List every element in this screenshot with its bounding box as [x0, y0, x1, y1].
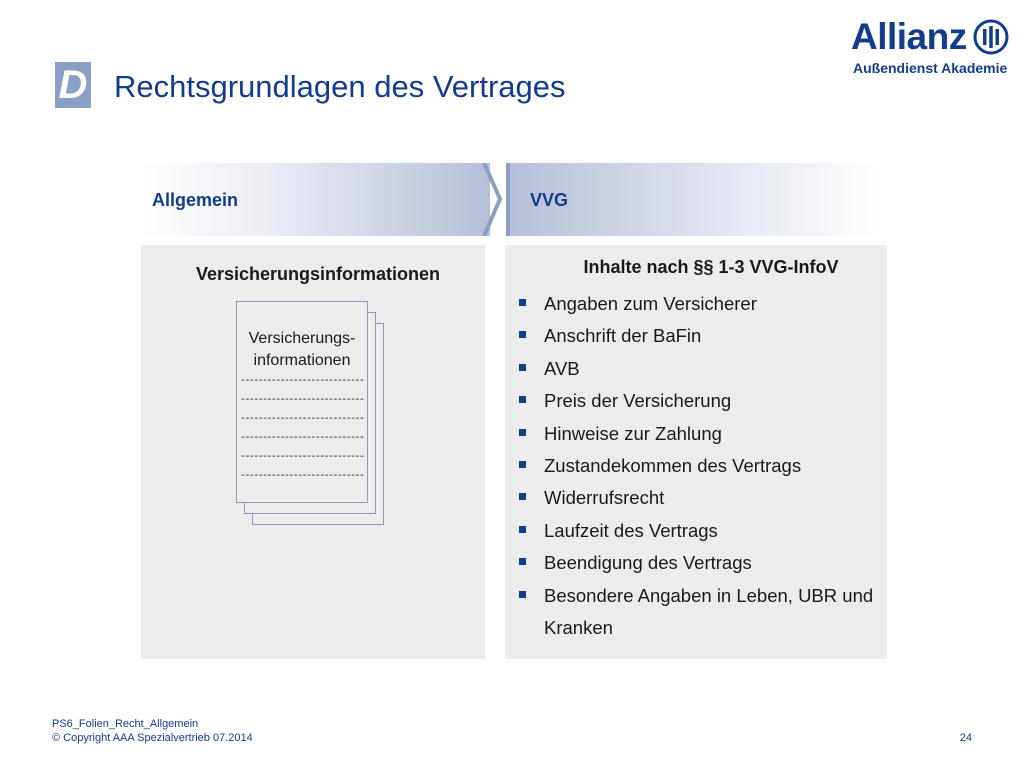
list-item: Widerrufsrecht [518, 482, 878, 514]
list-item: Beendigung des Vertrags [518, 547, 878, 579]
allianz-eagle-icon [973, 19, 1009, 55]
list-item: Laufzeit des Vertrags [518, 515, 878, 547]
list-item: Angaben zum Versicherer [518, 288, 878, 320]
left-panel-title: Versicherungsinformationen [195, 264, 441, 284]
content-list [518, 288, 878, 644]
document-dash-line: ---------------------------- [240, 433, 364, 444]
right-panel-title: Inhalte nach §§ 1-3 VVG-InfoV [583, 257, 839, 277]
document-label-line1: Versicherungs- [248, 330, 356, 347]
footer-copyright: © Copyright AAA Spezialvertrieb 07.2014 [52, 732, 253, 744]
tab-allgemein[interactable]: Allgemein [152, 190, 239, 210]
document-dash-line: ---------------------------- [240, 471, 364, 482]
list-item: Zustandekommen des Vertrags [518, 450, 878, 482]
document-dash-line: ---------------------------- [240, 376, 364, 387]
logo-subtitle: Außendienst Akademie [853, 60, 1008, 76]
document-dash-line: ---------------------------- [240, 414, 364, 425]
chevron-right-icon [480, 163, 510, 236]
section-badge-letter: D [58, 63, 88, 107]
tab-vvg[interactable]: VVG [530, 190, 569, 210]
list-item: Preis der Versicherung [518, 385, 878, 417]
list-item: Besondere Angaben in Leben, UBR und Kranken [518, 580, 878, 645]
document-dash-line: ---------------------------- [240, 452, 364, 463]
document-label-line2: informationen [253, 352, 351, 369]
footer-filename: PS6_Folien_Recht_Allgemein [52, 718, 199, 730]
page-title: Rechtsgrundlagen des Vertrages [114, 69, 566, 104]
section-badge [55, 62, 91, 108]
list-item: Hinweise zur Zahlung [518, 418, 878, 450]
allianz-logo [851, 18, 1011, 80]
logo-wordmark: Allianz [851, 16, 967, 57]
page-number: 24 [959, 732, 972, 744]
document-stack-front [236, 301, 368, 503]
document-dash-line: ---------------------------- [240, 395, 364, 406]
list-item: Anschrift der BaFin [518, 320, 878, 352]
list-item: AVB [518, 353, 878, 385]
